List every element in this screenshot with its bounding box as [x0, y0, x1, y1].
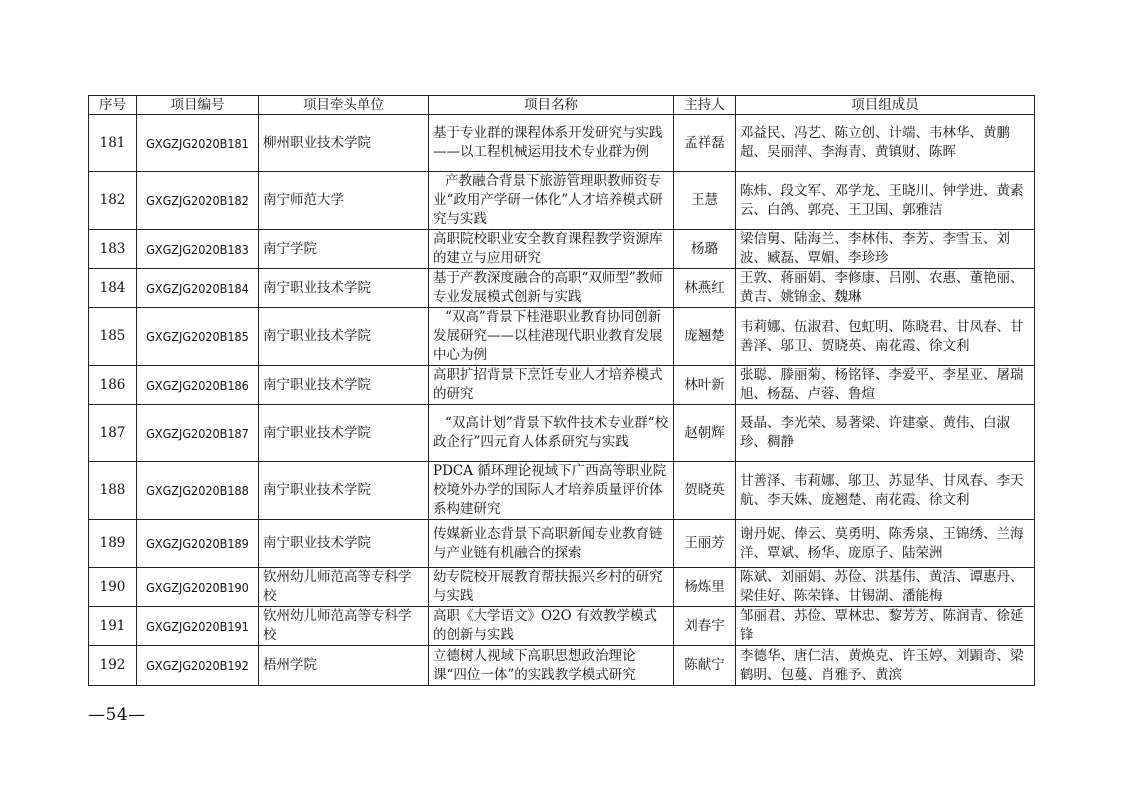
table-row — [89, 405, 1035, 462]
table-row — [89, 115, 1035, 172]
header-members: 项目组成员 — [736, 96, 1035, 115]
table-row — [89, 568, 1035, 607]
cell-code: GXGZJG2020B191 — [137, 607, 259, 646]
cell-unit: 南宁职业技术学院 — [259, 308, 429, 366]
cell-unit: 南宁学院 — [259, 230, 429, 269]
cell-host: 孟祥磊 — [674, 115, 736, 172]
cell-unit: 南宁职业技术学院 — [259, 269, 429, 308]
cell-members: 陈斌、刘丽娟、苏俭、洪基伟、黄洁、谭惠丹、梁佳好、陈荣锋、甘锡湖、潘能梅 — [736, 568, 1035, 607]
cell-name: 产教融合背景下旅游管理职教师资专业“政用产学研一体化”人才培养模式研究与实践 — [429, 172, 674, 230]
cell-host: 王丽芳 — [674, 520, 736, 568]
cell-host: 王慧 — [674, 172, 736, 230]
cell-no: 182 — [89, 172, 137, 230]
cell-name: PDCA 循环理论视域下广西高等职业院校境外办学的国际人才培养质量评价体系构建研究 — [429, 462, 674, 520]
cell-host: 陈献宁 — [674, 646, 736, 686]
cell-name: “双高计划”背景下软件技术专业群“校政企行”四元育人体系研究与实践 — [429, 405, 674, 462]
cell-members: 李德华、唐仁洁、黄焕克、许玉婷、刘顕奇、梁鹤明、包蔓、肖雅予、黄滨 — [736, 646, 1035, 686]
cell-code: GXGZJG2020B189 — [137, 520, 259, 568]
cell-members: 谢丹妮、俸云、莫勇明、陈秀泉、王锦绣、兰海洋、覃斌、杨华、庞原子、陆荣洲 — [736, 520, 1035, 568]
cell-unit: 南宁职业技术学院 — [259, 405, 429, 462]
cell-code: GXGZJG2020B185 — [137, 308, 259, 366]
cell-name: 高职《大学语文》O2O 有效教学模式的创新与实践 — [429, 607, 674, 646]
cell-code: GXGZJG2020B181 — [137, 115, 259, 172]
cell-name: “双高”背景下桂港职业教育协同创新发展研究——以桂港现代职业教育发展中心为例 — [429, 308, 674, 366]
table-row — [89, 646, 1035, 686]
cell-no: 188 — [89, 462, 137, 520]
cell-members: 甘善泽、韦莉娜、邬卫、苏显华、甘凤春、李天航、李天姝、庞翘楚、南花霞、徐文利 — [736, 462, 1035, 520]
cell-members: 梁信舅、陆海兰、李林伟、李芳、李雪玉、刘波、臧磊、覃媚、李珍珍 — [736, 230, 1035, 269]
cell-no: 192 — [89, 646, 137, 686]
cell-code: GXGZJG2020B192 — [137, 646, 259, 686]
table-header-row — [89, 96, 1035, 115]
table-row — [89, 269, 1035, 308]
table-row — [89, 520, 1035, 568]
cell-code: GXGZJG2020B182 — [137, 172, 259, 230]
cell-members: 陈炜、段文军、邓学龙、王晓川、钟学进、黄素云、白鸽、郭亮、王卫国、郭雅洁 — [736, 172, 1035, 230]
cell-members: 韦莉娜、伍淑君、包虹明、陈晓君、甘凤春、甘善泽、邬卫、贺晓英、南花霞、徐文利 — [736, 308, 1035, 366]
header-host: 主持人 — [674, 96, 736, 115]
cell-no: 181 — [89, 115, 137, 172]
project-table — [88, 95, 1035, 686]
cell-no: 187 — [89, 405, 137, 462]
cell-members: 王敦、蒋丽娟、李修康、吕刚、农惠、董艳丽、黄吉、姚锦金、魏琳 — [736, 269, 1035, 308]
cell-name: 幼专院校开展教育帮扶振兴乡村的研究与实践 — [429, 568, 674, 607]
cell-unit: 柳州职业技术学院 — [259, 115, 429, 172]
cell-name: 高职院校职业安全教育课程教学资源库的建立与应用研究 — [429, 230, 674, 269]
cell-host: 赵朝辉 — [674, 405, 736, 462]
table-row — [89, 308, 1035, 366]
header-no: 序号 — [89, 96, 137, 115]
cell-host: 林叶新 — [674, 366, 736, 405]
cell-no: 185 — [89, 308, 137, 366]
cell-name: 传媒新业态背景下高职新闻专业教育链与产业链有机融合的探索 — [429, 520, 674, 568]
cell-host: 杨炼里 — [674, 568, 736, 607]
cell-members: 张聪、滕丽菊、杨铭铎、李爱平、李星亚、屠瑞旭、杨磊、卢蓉、鲁煊 — [736, 366, 1035, 405]
cell-unit: 南宁师范大学 — [259, 172, 429, 230]
cell-name: 立德树人视域下高职思想政治理论课“四位一体”的实践教学模式研究 — [429, 646, 674, 686]
cell-unit: 南宁职业技术学院 — [259, 366, 429, 405]
table-row — [89, 607, 1035, 646]
cell-unit: 南宁职业技术学院 — [259, 462, 429, 520]
cell-no: 189 — [89, 520, 137, 568]
cell-code: GXGZJG2020B188 — [137, 462, 259, 520]
cell-name: 基于产教深度融合的高职“双师型”教师专业发展模式创新与实践 — [429, 269, 674, 308]
cell-host: 刘春宇 — [674, 607, 736, 646]
cell-code: GXGZJG2020B183 — [137, 230, 259, 269]
cell-no: 183 — [89, 230, 137, 269]
cell-unit: 钦州幼儿师范高等专科学校 — [259, 607, 429, 646]
cell-host: 庞翘楚 — [674, 308, 736, 366]
header-name: 项目名称 — [429, 96, 674, 115]
cell-host: 贺晓英 — [674, 462, 736, 520]
cell-code: GXGZJG2020B184 — [137, 269, 259, 308]
cell-code: GXGZJG2020B186 — [137, 366, 259, 405]
cell-unit: 梧州学院 — [259, 646, 429, 686]
table-row — [89, 462, 1035, 520]
cell-code: GXGZJG2020B187 — [137, 405, 259, 462]
cell-no: 186 — [89, 366, 137, 405]
table-row — [89, 230, 1035, 269]
cell-no: 191 — [89, 607, 137, 646]
cell-no: 184 — [89, 269, 137, 308]
cell-no: 190 — [89, 568, 137, 607]
cell-host: 杨璐 — [674, 230, 736, 269]
cell-name: 基于专业群的课程体系开发研究与实践——以工程机械运用技术专业群为例 — [429, 115, 674, 172]
cell-name: 高职扩招背景下烹饪专业人才培养模式的研究 — [429, 366, 674, 405]
page-number: —54— — [88, 705, 146, 725]
table-row — [89, 172, 1035, 230]
cell-unit: 南宁职业技术学院 — [259, 520, 429, 568]
cell-unit: 钦州幼儿师范高等专科学校 — [259, 568, 429, 607]
cell-members: 邹丽君、苏俭、覃林忠、黎芳芳、陈润青、徐延锋 — [736, 607, 1035, 646]
header-unit: 项目牵头单位 — [259, 96, 429, 115]
cell-members: 邓益民、冯艺、陈立创、计端、韦林华、黄鹏超、吴丽萍、李海青、黄镇财、陈晖 — [736, 115, 1035, 172]
cell-members: 聂晶、李光荣、易著梁、许建豪、黄伟、白淑珍、稠静 — [736, 405, 1035, 462]
table-row — [89, 366, 1035, 405]
cell-code: GXGZJG2020B190 — [137, 568, 259, 607]
cell-host: 林燕红 — [674, 269, 736, 308]
header-code: 项目编号 — [137, 96, 259, 115]
